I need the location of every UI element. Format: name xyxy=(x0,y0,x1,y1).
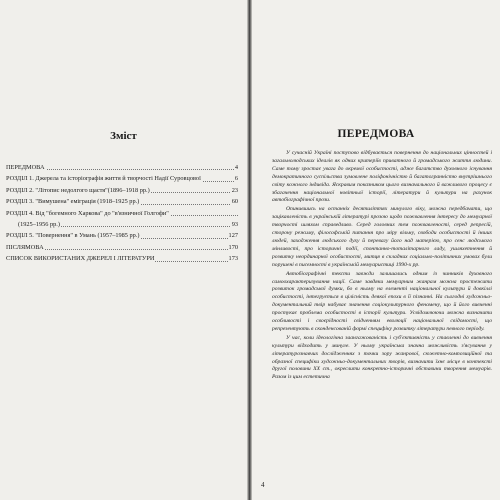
toc-entry-chapter-1[interactable] xyxy=(6,173,238,184)
toc-entry-page: 60 xyxy=(231,196,238,207)
toc-entry-chapter-2[interactable] xyxy=(6,185,238,196)
toc-entry-title: ПЕРЕДМОВА xyxy=(6,164,45,171)
toc-entry-title: РОЗДІЛ 3. "Вимушена" еміграція (1918–1925 рр.) xyxy=(6,198,140,206)
toc-entry-page: 93 xyxy=(231,219,238,230)
toc-title: Зміст xyxy=(110,130,137,142)
toc-entry-chapter-4-cont[interactable] xyxy=(6,219,238,230)
toc-entry-page: 127 xyxy=(228,230,238,241)
toc-entry-bibliography[interactable] xyxy=(6,253,238,264)
right-page xyxy=(252,0,500,500)
toc-entry-title: РОЗДІЛ 5. "Повернення" в Умань (1957–1985 рр.) xyxy=(6,232,140,240)
toc-entry-title: РОЗДІЛ 1. Джерела та історіографія життя й творчості Надії Суровцової xyxy=(6,175,201,183)
preface-paragraph: У сучасній Україні поступово відбувається повернення до національних цінностей і загальнолюдських ідеалів як одних критеріїв приватного й громадського життя людини. Саме тому зростає увага до окремої особистості, адже багатство духовного існування демократичного суспільства зумовлене поліфонічністю й багатогранністю внутрішнього світу кожного індивіда. Яскравим показником цього визначального й важливого процесу є збагачення національної новітньої історії, літератури й культури на рахунок автобіографічної прози. xyxy=(272,150,492,204)
toc-entry-page: 4 xyxy=(234,162,238,173)
preface-paragraph: Опинившись на останніх десятиліттях минулого віку, можна передбачати, що зацікавленість в українській літературі прозою щодо пожвавлення інтересу до мемуарної творчості шляхом справедливо. Серед головних тем пожвавленості, серед репресій, сторону режиму, філософській питання про міру вільну, свободи особистості й інших людей, заходження людського духу й перевагу його над матерією, про сенс людського мінливості, про історичні події, спонтанно-тоталітарного ладу, ушляхетнення й розвитку неординарної особистості, митця в складних соціально-політичних умовах були порушені в писемності в українській мемуаристиці 1990-х рр. xyxy=(272,206,492,268)
preface-paragraph: Автобіографічні тексти завжди залишались одним із чинників духовного самоохарактеризування нації. Саме завдяки мемуарним жанрам можна простежити розвиток громадської думки, бо в ньому на елементі національної культури й довкіллі особистості, інтегрується в цілісність деякої епохи в її пізнанні. На сьогодні художньо-документальний твір набуває значення соціокультурного феномену, що й його вивченні простукає проблема особистості в історії культури. Усвідомлюючи можна визначити особливості і своєрідності свідченням еволюції національної свідомості, що репрезентують в сконденсованій формі специфіку розвитку літератури певного періоду. xyxy=(272,270,492,332)
table-of-contents xyxy=(6,162,238,265)
toc-entry-page: 173 xyxy=(228,253,238,264)
toc-entry-title: ПІСЛЯМОВА xyxy=(6,243,44,251)
toc-entry-page: 23 xyxy=(231,185,238,196)
toc-entry-title: СПИСОК ВИКОРИСТАНИХ ДЖЕРЕЛ І ЛІТЕРАТУРИ xyxy=(6,255,155,263)
toc-entry-chapter-3[interactable] xyxy=(6,196,238,207)
toc-entry-title: РОЗДІЛ 2. "Літопис недолгого щастя"(1896–1918 рр.) xyxy=(6,186,150,194)
left-page xyxy=(0,0,247,500)
preface-title: ПЕРЕДМОВА xyxy=(337,128,415,140)
page-number: 4 xyxy=(261,481,265,489)
preface-body xyxy=(272,150,492,383)
toc-entry-page: 6 xyxy=(234,173,238,184)
toc-entry-afterword[interactable] xyxy=(6,242,238,253)
toc-entry-chapter-5[interactable] xyxy=(6,230,238,241)
preface-paragraph: У час, коли ідеологічна заангажованість і суб'єктивність у ставленні до вивчення культури відходить у минуле. У ньому українська значна можливість з'ясування у літературознавчих дослідженнях з точки зору жанрової, сюжетно-композиційної та образної специфіки художньо-документальних творів, визначити їхнє місце в контексті другої половини XX ст., окреслити конкретно-історичні обставини творення мемуарів. Разом із цим естетична xyxy=(272,334,492,381)
toc-entry-preface[interactable] xyxy=(6,162,238,173)
toc-entry-page: 170 xyxy=(228,242,238,253)
toc-entry-chapter-4[interactable] xyxy=(6,208,238,219)
toc-entry-title-line2: (1925–1956 рр.) xyxy=(6,221,61,228)
toc-entry-title: РОЗДІЛ 4. Від "богемного Харкова" до "в'язничної Голгофи" xyxy=(6,209,169,217)
